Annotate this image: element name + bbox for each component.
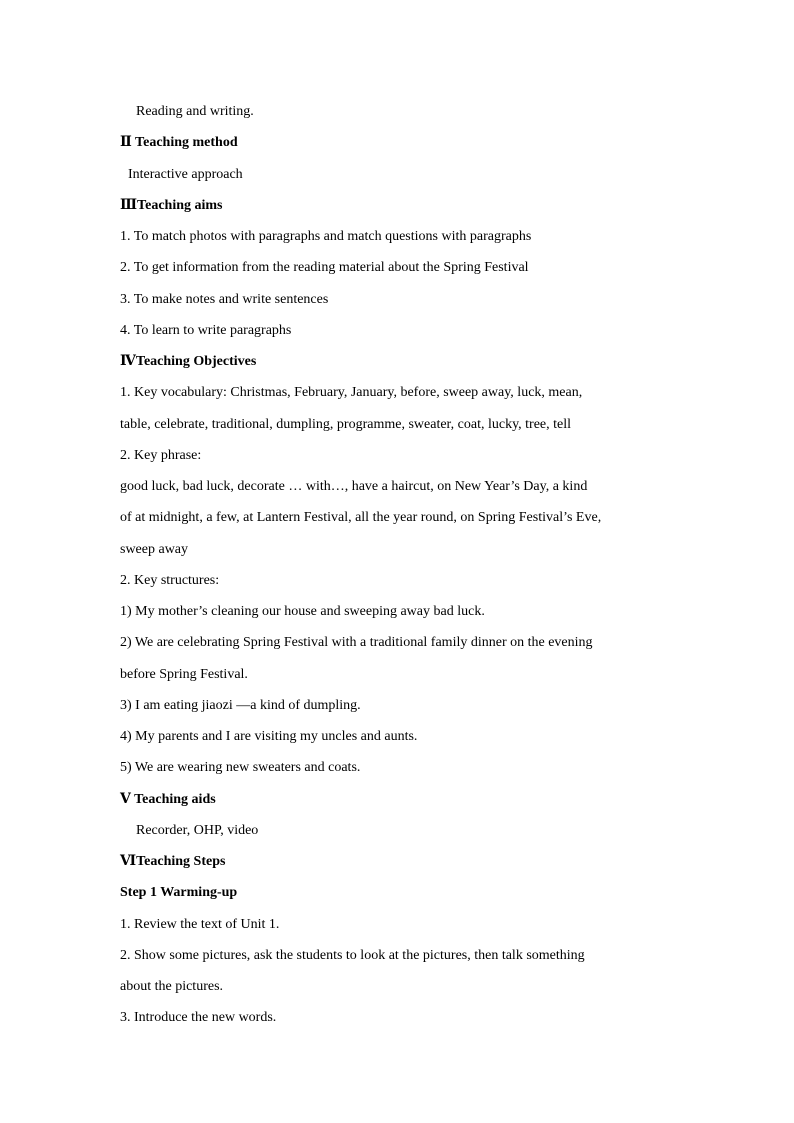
text-line: 2) We are celebrating Spring Festival with a traditional family dinner on the evening: [120, 635, 593, 651]
text-line: 4. To learn to write paragraphs: [120, 322, 292, 338]
text-line: 3) I am eating jiaozi —a kind of dumpling.: [120, 697, 361, 713]
text-line: 2. Key structures:: [120, 572, 220, 588]
text-line: 3. To make notes and write sentences: [120, 291, 329, 307]
text-line: 5) We are wearing new sweaters and coats.: [120, 760, 361, 776]
text-line: before Spring Festival.: [120, 666, 248, 682]
section-heading: Step 1 Warming-up: [120, 885, 238, 901]
text-line: 1) My mother’s cleaning our house and sweeping away bad luck.: [120, 604, 485, 619]
text-line: 2. Show some pictures, ask the students to look at the pictures, then talk something: [120, 947, 585, 963]
text-line: 2. Key phrase:: [120, 447, 202, 463]
section-heading: Ⅱ Teaching method: [120, 135, 238, 151]
section-heading: ⅣTeaching Objectives: [120, 354, 257, 369]
text-line: 3. Introduce the new words.: [120, 1010, 277, 1026]
text-line: table, celebrate, traditional, dumpling, programme, sweater, coat, lucky, tree, tell: [120, 416, 572, 432]
section-heading: ⅢTeaching aims: [120, 197, 223, 213]
text-line: about the pictures.: [120, 979, 224, 994]
text-line: sweep away: [120, 541, 189, 557]
text-line: good luck, bad luck, decorate … with…, have a haircut, on New Year’s Day, a kind: [120, 479, 588, 494]
text-line: Interactive approach: [128, 166, 243, 182]
text-line: 1. Review the text of Unit 1.: [120, 916, 280, 932]
text-line: 1. To match photos with paragraphs and match questions with paragraphs: [120, 229, 532, 244]
section-heading: Ⅴ Teaching aids: [120, 791, 216, 807]
text-line: of at midnight, a few, at Lantern Festival, all the year round, on Spring Festival’s Eve,: [120, 510, 602, 526]
section-heading: ⅥTeaching Steps: [120, 854, 226, 869]
text-line: 2. To get information from the reading material about the Spring Festival: [120, 260, 529, 276]
text-line: 1. Key vocabulary: Christmas, February, January, before, sweep away, luck, mean,: [120, 385, 583, 401]
text-line: Reading and writing.: [136, 104, 254, 119]
text-line: Recorder, OHP, video: [136, 822, 259, 838]
document-body: [120, 101, 680, 1039]
text-line: 4) My parents and I are visiting my uncles and aunts.: [120, 729, 418, 744]
